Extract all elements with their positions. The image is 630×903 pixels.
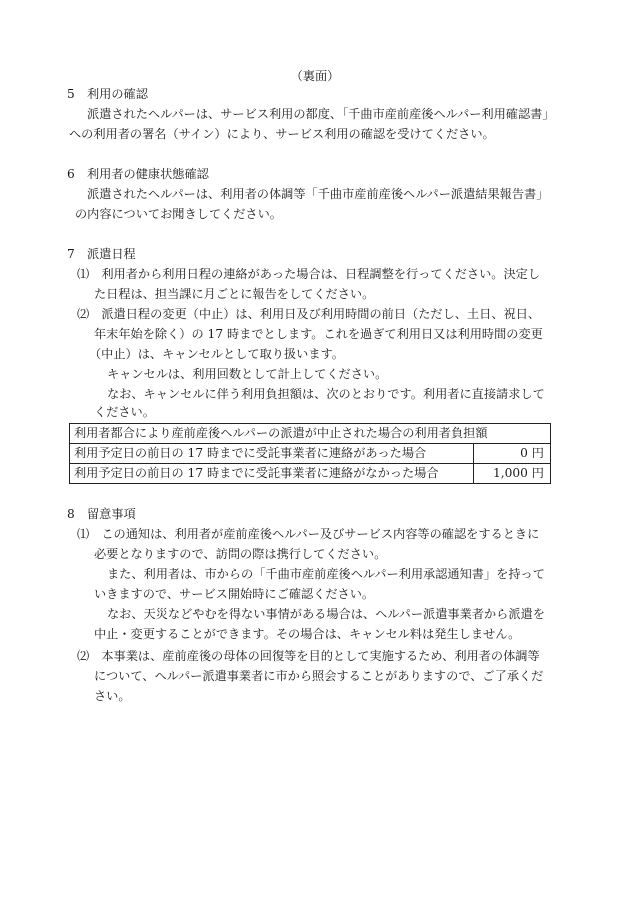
fee-amount-cell: 0 円 — [474, 444, 551, 464]
section-7-line: 年末年始を除く）の 17 時までとします。これを過ぎて利用日又は利用時間の変更 — [94, 327, 543, 341]
section-8-line: ⑴ この通知は、利用者が産前産後ヘルパー及びサービス内容等の確認をするときに — [77, 527, 540, 541]
section-8-line: ⑵ 本事業は、産前産後の母体の回復等を目的として実施するため、利用者の体調等 — [77, 649, 540, 663]
table-row — [70, 464, 551, 484]
section-7-line: なお、キャンセルに伴う利用負担額は、次のとおりです。利用者に直接請求して — [107, 387, 545, 401]
section-8-line: なお、天災などやむを得ない事情がある場合は、ヘルパー派遣事業者から派遣を — [107, 607, 545, 621]
section-5-line: への利用者の署名（サイン）により、サービス利用の確認を受けてください。 — [69, 127, 495, 141]
fee-amount-cell: 1,000 円 — [474, 464, 551, 484]
section-8-line: いきますので、サービス開始時にご確認ください。 — [94, 587, 375, 601]
section-8-line: 必要となりますので、訪問の際は携行してください。 — [94, 547, 387, 561]
section-6-title: 6 利用者の健康状態確認 — [67, 167, 209, 181]
section-8-line: 中止・変更することができます。その場合は、キャンセル料は発生しません。 — [94, 627, 521, 641]
section-8-line: また、利用者は、市からの「千曲市産前産後ヘルパー利用承認通知書」を持って — [107, 567, 545, 581]
section-5-line: 派遣されたヘルパーは、サービス利用の都度、「千曲市産前産後ヘルパー利用確認書」 — [87, 107, 555, 121]
section-7-title: 7 派遣日程 — [67, 247, 136, 261]
section-6-line: の内容についてお聞きしてください。 — [75, 207, 282, 221]
section-7-line: た日程は、担当課に月ごとに報告をしてください。 — [94, 287, 375, 301]
section-8-line: について、ヘルパー派遣事業者に市から照会することがありますので、ご了承くだ — [94, 669, 544, 683]
table-header-row — [70, 424, 551, 444]
section-7-line: ⑴ 利用者から利用日程の連絡があった場合は、日程調整を行ってください。決定し — [77, 267, 541, 281]
table-row — [70, 444, 551, 464]
table-header-cell: 利用者都合により産前産後ヘルパーの派遣が中止された場合の利用者負担額 — [70, 424, 551, 444]
section-7-line: ください。 — [94, 405, 155, 419]
fee-condition-cell: 利用予定日の前日の 17 時までに受託事業者に連絡があった場合 — [70, 444, 474, 464]
section-8-line: さい。 — [94, 689, 131, 703]
section-7-line: （中止）は、キャンセルとして取り扱います。 — [89, 347, 344, 361]
section-5-title: 5 利用の確認 — [67, 87, 148, 101]
section-7-line: ⑵ 派遣日程の変更（中止）は、利用日及び利用時間の前日（ただし、土日、祝日、 — [77, 307, 541, 321]
section-7-line: キャンセルは、利用回数として計上してください。 — [107, 367, 388, 381]
page-heading: （裏面） — [290, 69, 340, 83]
section-6-line: 派遣されたヘルパーは、利用者の体調等「千曲市産前産後ヘルパー派遣結果報告書」 — [87, 187, 549, 201]
fee-condition-cell: 利用予定日の前日の 17 時までに受託事業者に連絡がなかった場合 — [70, 464, 474, 484]
cancellation-fee-table — [69, 423, 551, 484]
section-8-title: 8 留意事項 — [67, 507, 136, 521]
